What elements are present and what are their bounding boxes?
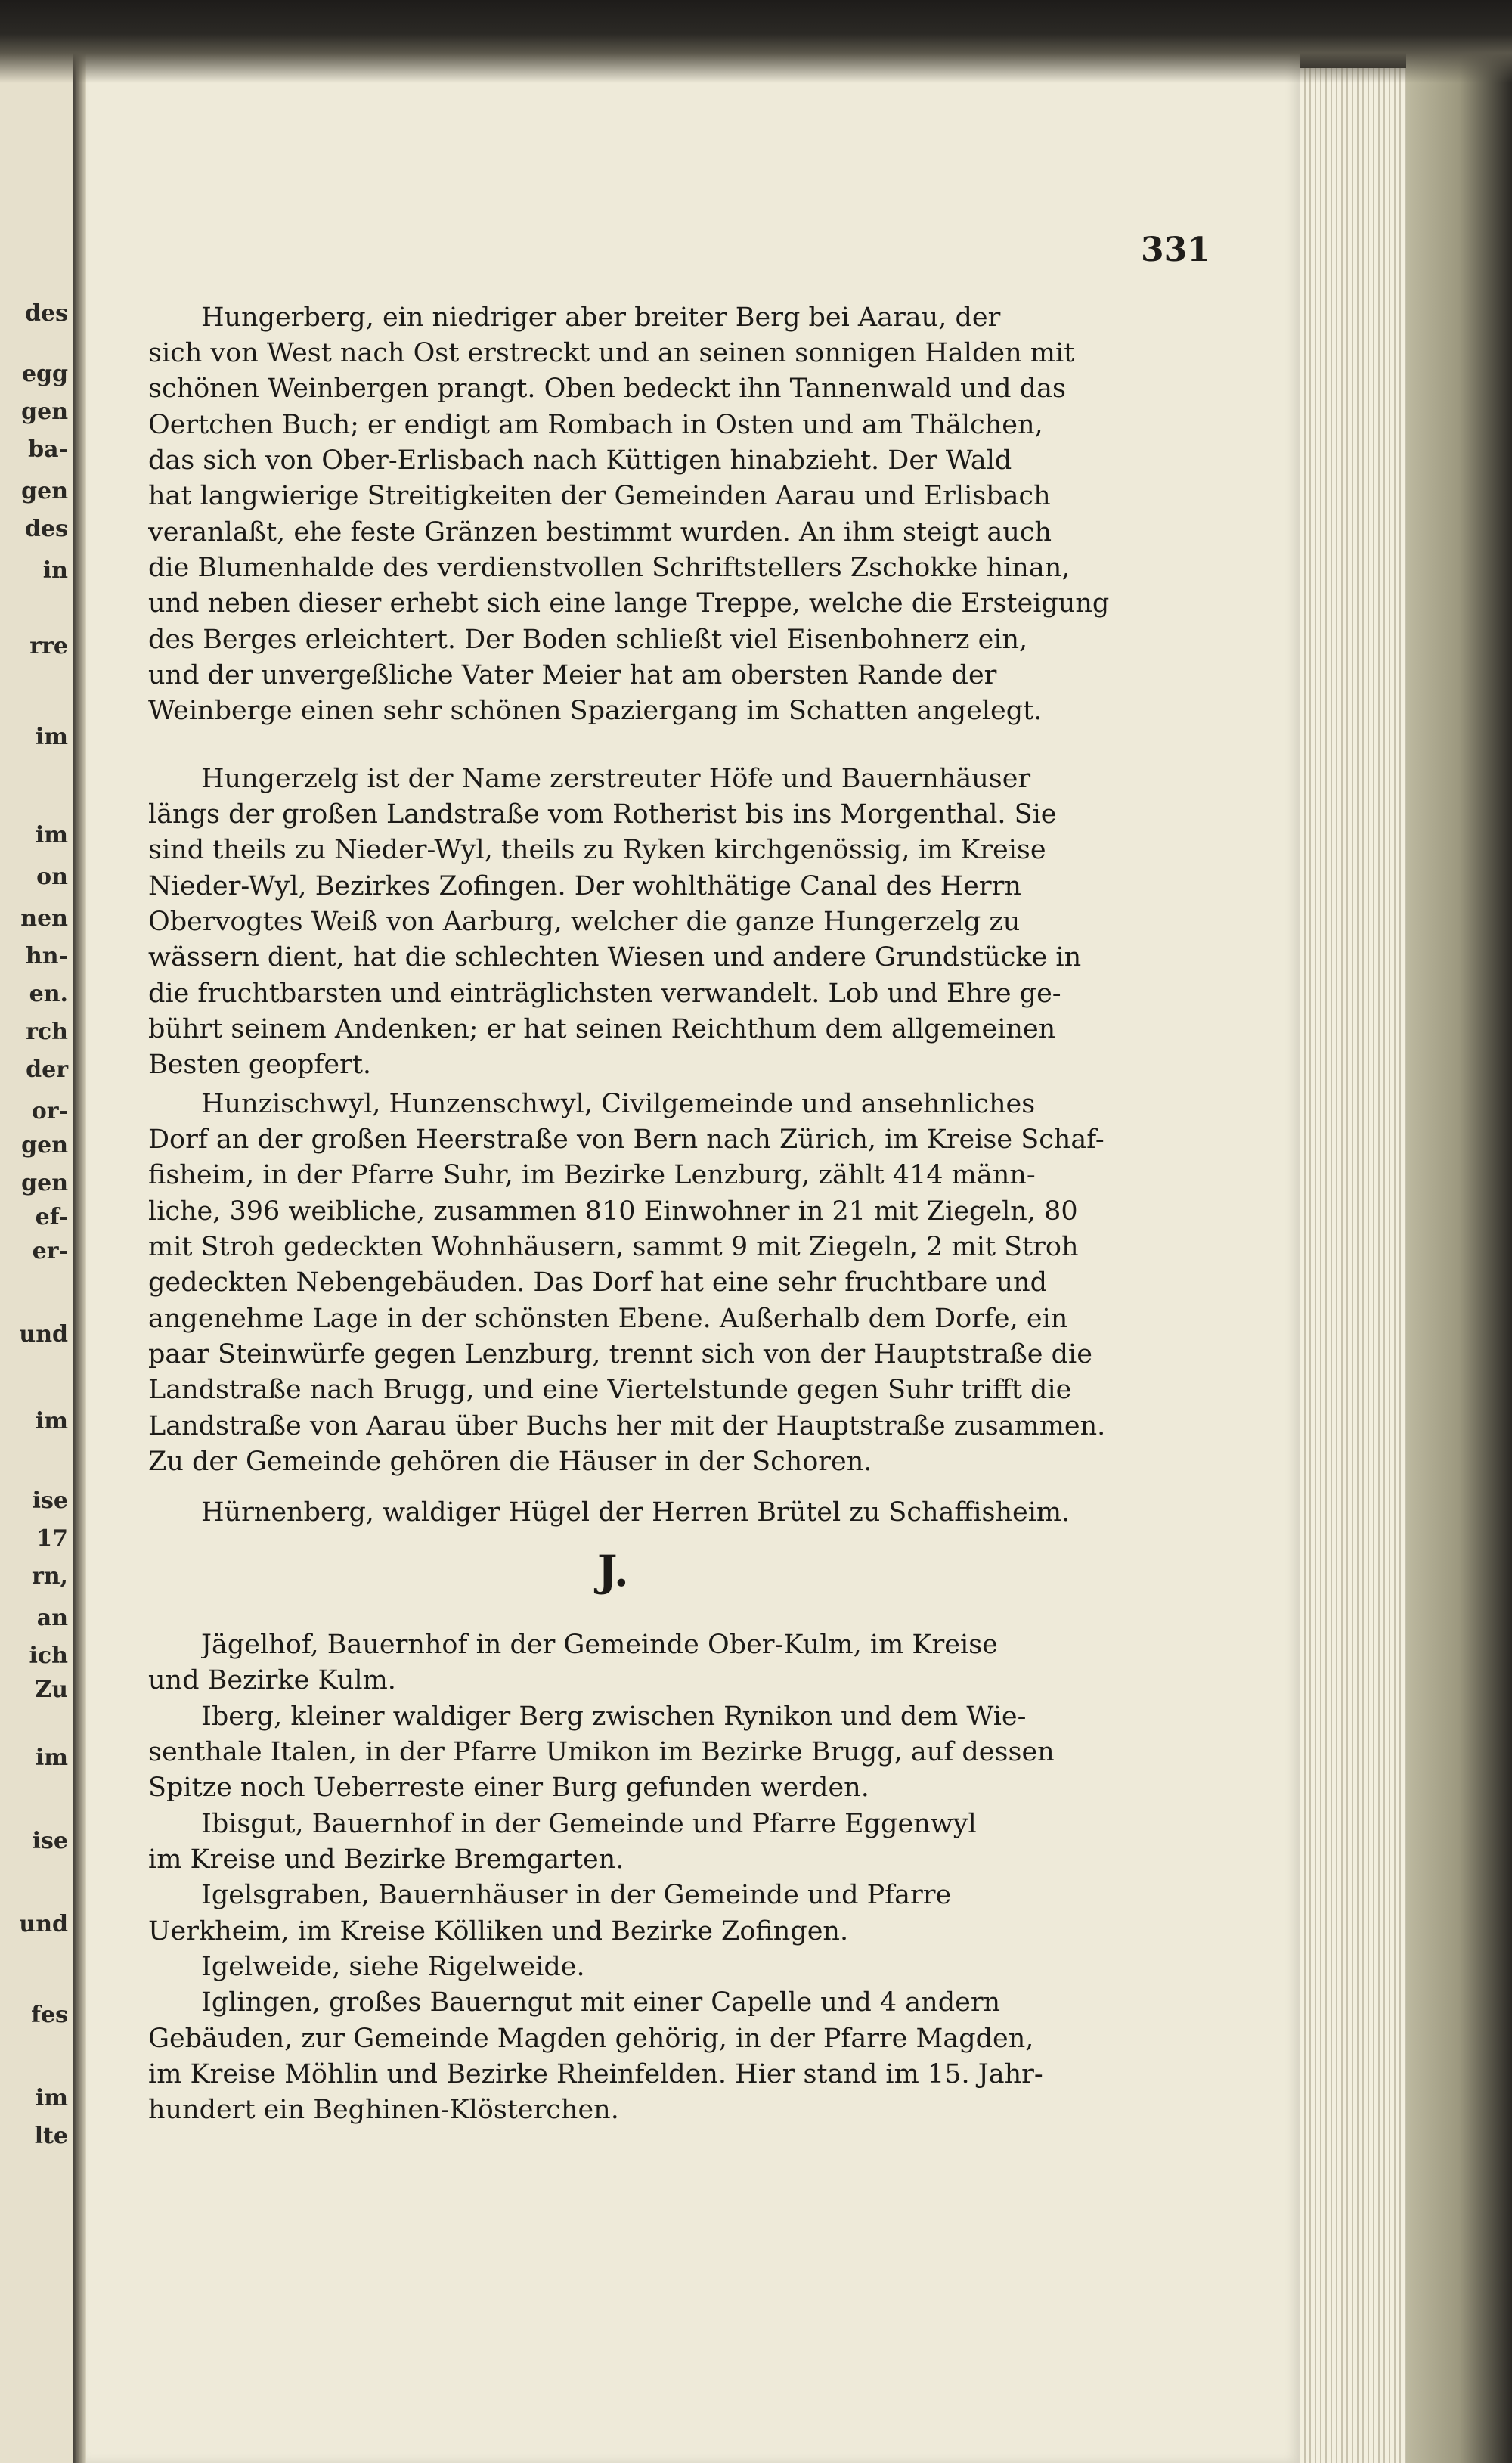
text-line (148, 2055, 1294, 2093)
facing-page-fragment: des (25, 300, 68, 327)
facing-page-fragment: nen (20, 905, 68, 932)
text-line (148, 1264, 1294, 1301)
text-line-content: Igelweide, siehe Rigelweide. (201, 1952, 585, 1982)
text-line-content: Besten geopfert. (148, 1050, 372, 1080)
text-line (148, 621, 1294, 659)
text-line-content: hat langwierige Streitigkeiten der Gemeinden Aarau und Erlisbach (148, 481, 1051, 511)
text-line (148, 1407, 1294, 1445)
text-line (148, 1228, 1294, 1266)
text-line (148, 442, 1294, 479)
text-line (148, 796, 1294, 833)
text-line-content: Igelsgraben, Bauernhäuser in der Gemeinde und Pfarre (201, 1880, 952, 1910)
text-line-content: paar Steinwürfe gegen Lenzburg, trennt sich von der Hauptstraße die (148, 1339, 1092, 1370)
text-line-content: liche, 396 weibliche, zusammen 810 Einwohner in 21 mit Ziegeln, 80 (148, 1196, 1078, 1227)
text-line-content: hundert ein Beghinen-Klösterchen. (148, 2095, 619, 2125)
facing-page-fragment: des (25, 516, 68, 542)
text-line (148, 1371, 1294, 1409)
facing-page-fragment: rch (26, 1019, 68, 1045)
text-line-content: des Berges erleichtert. Der Boden schließt viel Eisenbohnerz ein, (148, 625, 1028, 655)
text-line-content: die fruchtbarsten und einträglichsten verwandelt. Lob und Ehre ge- (148, 979, 1061, 1009)
text-line-content: Oertchen Buch; er endigt am Rombach in Osten und am Thälchen, (148, 410, 1043, 440)
text-line (201, 1876, 1294, 1914)
facing-page-fragment: hn- (25, 943, 68, 969)
text-line-content: Landstraße nach Brugg, und eine Viertelstunde gegen Suhr trifft die (148, 1375, 1072, 1405)
text-line-content: Weinberge einen sehr schönen Spaziergang im Schatten angelegt. (148, 696, 1043, 726)
text-line-content: und Bezirke Kulm. (148, 1665, 396, 1695)
facing-page-fragment: rre (29, 633, 68, 659)
text-line (201, 760, 1294, 798)
text-line (148, 477, 1294, 515)
facing-page-fragment: ise (32, 1828, 68, 1854)
text-line (201, 1984, 1294, 2021)
facing-page-fragment: gen (21, 399, 68, 425)
book-page (86, 30, 1300, 2463)
facing-page-fragment: im (35, 1745, 68, 1771)
text-line-content: Hungerzelg ist der Name zerstreuter Höfe und Bauernhäuser (201, 764, 1031, 794)
text-line (148, 2020, 1294, 2058)
text-line (148, 1661, 428, 1699)
text-line (148, 903, 1294, 941)
text-line (148, 370, 1294, 408)
text-line-content: mit Stroh gedeckten Wohnhäusern, sammt 9 mit Ziegeln, 2 mit Stroh (148, 1232, 1079, 1262)
facing-page-fragment: lte (34, 2123, 68, 2149)
text-line (148, 867, 1294, 905)
facing-page-fragment: Zu (35, 1677, 68, 1703)
facing-page-fragment: ba- (28, 436, 68, 463)
text-line (201, 1948, 851, 1986)
text-line-content: längs der großen Landstraße vom Rotherist bis ins Morgenthal. Sie (148, 799, 1057, 830)
facing-page-fragment: en. (29, 981, 68, 1007)
text-line-content: Zu der Gemeinde gehören die Häuser in der Schoren. (148, 1447, 872, 1477)
text-line-content: Hungerberg, ein niedriger aber breiter Berg bei Aarau, der (201, 302, 1001, 333)
text-line-content: Iberg, kleiner waldiger Berg zwischen Rynikon und dem Wie- (201, 1701, 1027, 1732)
text-line (148, 1046, 420, 1084)
text-line-content: gedeckten Nebengebäuden. Das Dorf hat eine sehr fruchtbare und (148, 1267, 1048, 1298)
text-line (148, 831, 1294, 869)
text-line (148, 1841, 806, 1878)
text-line (201, 1494, 1290, 1531)
text-line-content: fisheim, in der Pfarre Suhr, im Bezirke Lenzburg, zählt 414 männ- (148, 1160, 1036, 1190)
facing-page-fragment: im (35, 724, 68, 750)
text-line-content: Nieder-Wyl, Bezirkes Zofingen. Der wohlthätige Canal des Herrn (148, 871, 1021, 901)
facing-page-fragment: fes (31, 2002, 68, 2028)
facing-page-fragment: im (35, 2085, 68, 2111)
text-line (148, 1335, 1294, 1373)
facing-page-fragment: gen (21, 478, 68, 504)
facing-page-fragment: in (42, 557, 68, 584)
text-line (148, 1769, 1086, 1807)
text-line-content: bührt seinem Andenken; er hat seinen Reichthum dem allgemeinen (148, 1014, 1056, 1044)
text-line-content: Dorf an der großen Heerstraße von Bern nach Zürich, im Kreise Schaf- (148, 1124, 1105, 1155)
facing-page-fragment: an (36, 1605, 68, 1631)
text-line-content: Iglingen, großes Bauerngut mit einer Capelle und 4 andern (201, 1987, 1001, 2018)
text-line-content: Uerkheim, im Kreise Kölliken und Bezirke Zofingen. (148, 1916, 849, 1947)
text-line (148, 1443, 1237, 1481)
facing-page-fragment: on (36, 864, 68, 890)
text-line (148, 1156, 1294, 1194)
text-line-content: schönen Weinbergen prangt. Oben bedeckt ihn Tannenwald und das (148, 374, 1066, 404)
text-line-content: Obervogtes Weiß von Aarburg, welcher die ganze Hungerzelg zu (148, 907, 1021, 937)
text-line-content: im Kreise Möhlin und Bezirke Rheinfelden. Hier stand im 15. Jahr- (148, 2059, 1043, 2089)
text-line (201, 299, 1294, 337)
text-line-content: Spitze noch Ueberreste einer Burg gefunden werden. (148, 1773, 869, 1803)
facing-page-fragment: rn, (31, 1563, 68, 1590)
text-line-content: senthale Italen, in der Pfarre Umikon im Bezirke Brugg, auf dessen (148, 1737, 1055, 1767)
text-line (148, 692, 1267, 730)
text-line-content: Gebäuden, zur Gemeinde Magden gehörig, in der Pfarre Magden, (148, 2024, 1034, 2054)
book-gutter (73, 45, 86, 2463)
facing-page-fragment: egg (21, 361, 68, 387)
facing-page-fragment: gen (21, 1132, 68, 1159)
facing-page-fragment: ise (32, 1487, 68, 1514)
page-number: 331 (1141, 231, 1210, 269)
facing-page-fragment: or- (31, 1098, 68, 1124)
text-line (148, 1300, 1294, 1338)
facing-page-fragment: er- (32, 1238, 68, 1264)
facing-page-fragment: der (26, 1056, 68, 1083)
facing-page-fragment: im (35, 1408, 68, 1435)
text-line (148, 585, 1294, 622)
facing-page-fragment: ich (29, 1643, 68, 1669)
text-line-content: sind theils zu Nieder-Wyl, theils zu Ryken kirchgenössig, im Kreise (148, 835, 1046, 865)
text-line (148, 334, 1294, 372)
facing-page-fragment: ef- (35, 1204, 68, 1230)
facing-page-fragment: 17 (36, 1525, 68, 1552)
text-line (148, 513, 1294, 551)
text-line (148, 1733, 1294, 1771)
text-line (148, 938, 1294, 976)
text-line-content: veranlaßt, ehe feste Gränzen bestimmt wurden. An ihm steigt auch (148, 517, 1052, 548)
book-cover-edge (1406, 30, 1512, 2463)
facing-page-fragment: im (35, 822, 68, 848)
text-line (148, 975, 1294, 1013)
text-line-content: Ibisgut, Bauernhof in der Gemeinde und Pfarre Eggenwyl (201, 1809, 977, 1839)
section-heading-letter: J. (597, 1546, 629, 1596)
text-line (201, 1626, 1294, 1664)
text-line-content: das sich von Ober-Erlisbach nach Küttigen hinabzieht. Der Wald (148, 445, 1012, 476)
text-line (148, 2091, 677, 2129)
text-line (148, 656, 1294, 694)
text-line-content: Hürnenberg, waldiger Hügel der Herren Brütel zu Schaffisheim. (201, 1497, 1070, 1528)
text-line (148, 1193, 1294, 1230)
text-line (148, 1121, 1294, 1159)
text-line-content: und neben dieser erhebt sich eine lange Treppe, welche die Ersteigung (148, 588, 1110, 619)
text-line-content: sich von West nach Ost erstreckt und an seinen sonnigen Halden mit (148, 338, 1075, 368)
text-line-content: und der unvergeßliche Vater Meier hat am obersten Rande der (148, 660, 997, 690)
text-line (201, 1805, 1294, 1843)
facing-page-fragment: und (19, 1321, 68, 1348)
text-line-content: Hunzischwyl, Hunzenschwyl, Civilgemeinde und ansehnliches (201, 1089, 1036, 1119)
text-line-content: wässern dient, hat die schlechten Wiesen und andere Grundstücke in (148, 942, 1082, 972)
facing-page-strip (0, 45, 73, 2463)
text-line-content: Landstraße von Aarau über Buchs her mit der Hauptstraße zusammen. (148, 1411, 1106, 1441)
text-line (148, 549, 1294, 587)
text-line (148, 1912, 950, 1950)
facing-page-fragment: gen (21, 1170, 68, 1196)
text-line (201, 1085, 1294, 1123)
text-line (201, 1698, 1294, 1736)
text-line-content: Jägelhof, Bauernhof in der Gemeinde Ober-Kulm, im Kreise (201, 1630, 998, 1660)
text-line-content: im Kreise und Bezirke Bremgarten. (148, 1844, 624, 1875)
text-line (148, 1010, 1294, 1048)
text-line-content: die Blumenhalde des verdienstvollen Schriftstellers Zschokke hinan, (148, 553, 1070, 583)
text-line (148, 406, 1294, 444)
facing-page-fragment: und (19, 1911, 68, 1937)
text-line-content: angenehme Lage in der schönsten Ebene. Außerhalb dem Dorfe, ein (148, 1304, 1068, 1334)
